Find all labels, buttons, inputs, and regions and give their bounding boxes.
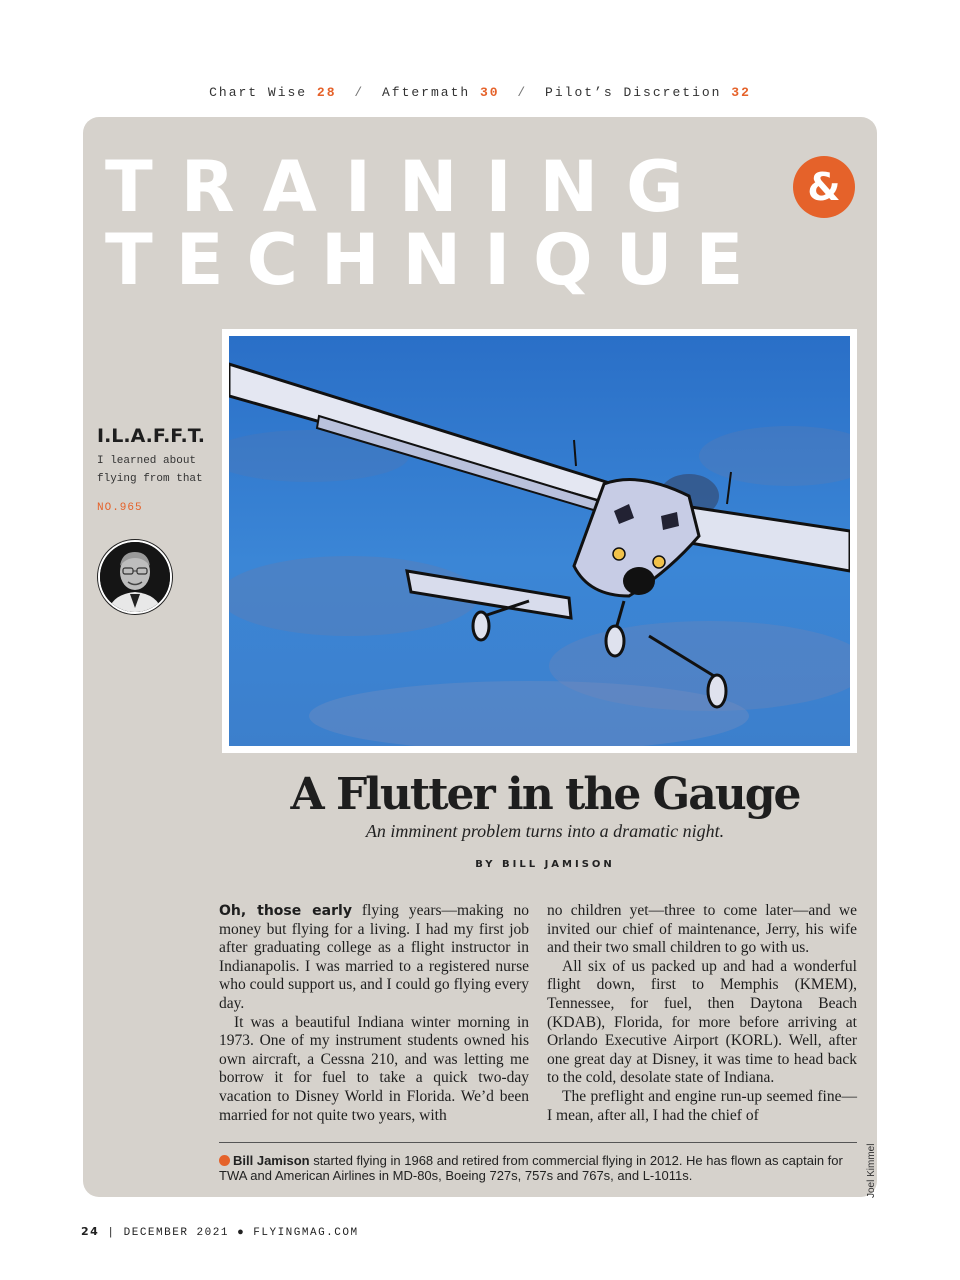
- author-bio: [219, 1153, 849, 1183]
- bio-text: started flying in 1968 and retired from commercial flying in 2012. He has flown as captain for TWA and American Airlines in MD-80s, Boeing 727s, 757s and 767s, and L-1011s.: [219, 1153, 843, 1183]
- page-footer: 24 | DECEMBER 2021 ● FLYINGMAG.COM: [81, 1225, 359, 1239]
- body-paragraph: no children yet—three to come later—and we invited our chief of maintenance, Jerry, his wife and their two small children to go with us.: [547, 902, 857, 957]
- page-number: 24: [81, 1225, 100, 1238]
- author-avatar: [98, 540, 172, 614]
- site-link[interactable]: FLYINGMAG.COM: [253, 1227, 359, 1239]
- body-column-left: [219, 902, 529, 1125]
- article-deck: An imminent problem turns into a dramatic night.: [365, 821, 725, 841]
- body-paragraph: The preflight and engine run-up seemed fine—I mean, after all, I had the chief of: [547, 1087, 857, 1124]
- column-title: I.L.A.F.F.T.: [97, 425, 205, 447]
- article-byline: BY BILL JAMISON: [475, 859, 615, 870]
- section-title-line1: TRAINING: [105, 146, 712, 228]
- nav-item-pilots-discretion[interactable]: Pilot’s Discretion 32: [545, 85, 751, 100]
- body-paragraph: It was a beautiful Indiana winter morning in 1973. One of my instrument students owned his own aircraft, a Cessna 210, and was letting me borrow it for fuel to take a quick two-day vacation to Disney World in Florida. We’d been married for not quite two years, with: [219, 1013, 529, 1124]
- column-subtitle: I learned about flying from that: [97, 455, 203, 485]
- body-column-right: [547, 902, 857, 1125]
- nav-item-chart-wise[interactable]: Chart Wise 28: [209, 85, 337, 100]
- nav-separator: /: [517, 85, 528, 100]
- bullet-dot-icon: [219, 1155, 230, 1166]
- lead-in: Oh, those early: [219, 903, 352, 919]
- ampersand-badge: &: [793, 156, 855, 218]
- nav-separator: /: [354, 85, 365, 100]
- article-headline: A Flutter in the Gauge: [290, 769, 800, 820]
- nav-item-aftermath[interactable]: Aftermath 30: [381, 85, 500, 100]
- body-paragraph: All six of us packed up and had a wonderful flight down, first to Memphis (KMEM), Tennessee, for fuel, then Daytona Beach (KDAB), Florida, for more before arriving at Orlando Executive Airport (KORL). Well, after one great day at Disney, it was time to head back to the cold, desolate state of Indiana.: [547, 957, 857, 1087]
- section-navigation: [0, 85, 960, 100]
- bio-divider: [219, 1142, 857, 1143]
- issue-date: DECEMBER 2021: [123, 1227, 229, 1239]
- column-number: NO.965: [97, 502, 143, 514]
- illustration-credit: Joel Kimmel: [866, 1143, 877, 1198]
- body-paragraph: Oh, those early flying years—making no money but flying for a living. I had my first job after graduating college as a flight instructor in Indianapolis. I was married to a registered nurse who could support us, and I could go flying every day.: [219, 902, 529, 1012]
- bio-name: Bill Jamison: [233, 1153, 310, 1168]
- section-title-line2: TECHNIQUE: [105, 219, 767, 301]
- airplane-illustration: [222, 329, 857, 753]
